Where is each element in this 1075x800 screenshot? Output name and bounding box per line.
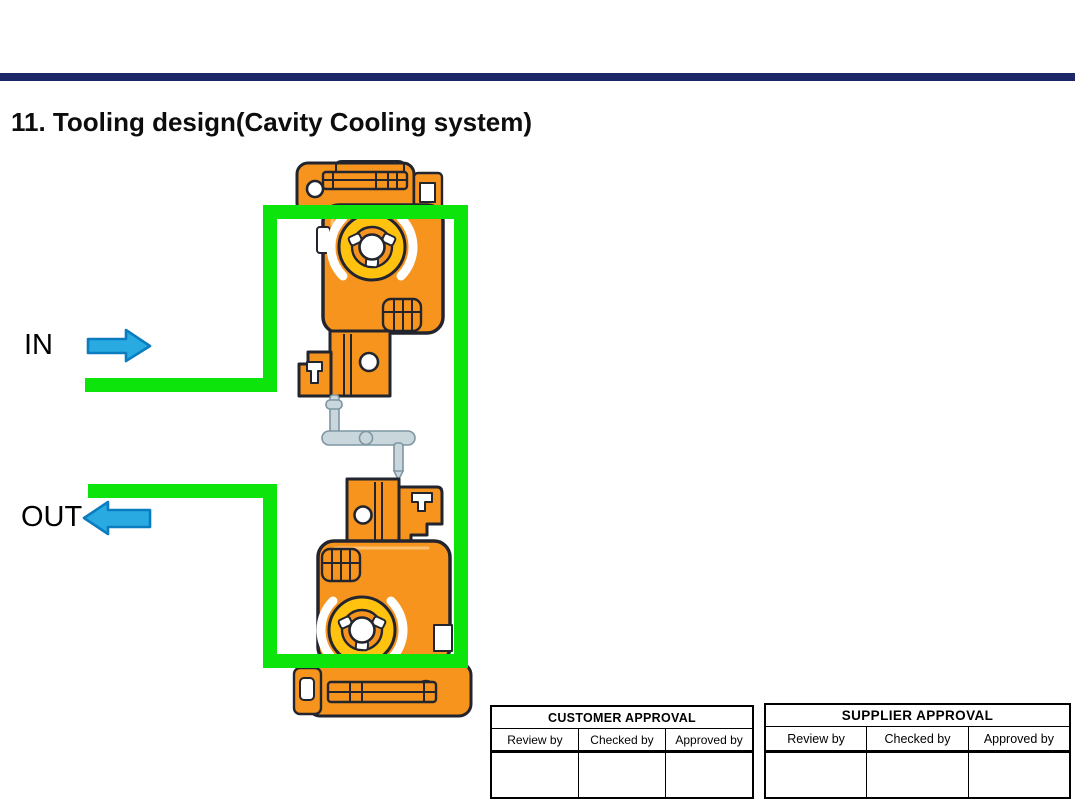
supplier-col-checked-by: Checked by [867, 727, 969, 752]
customer-checked-signature-cell [578, 752, 665, 799]
upper-part-ribbed-knob [383, 299, 421, 331]
supplier-col-approved-by: Approved by [968, 727, 1070, 752]
lower-mold-part [294, 479, 471, 716]
supplier-table-title: SUPPLIER APPROVAL [765, 704, 1070, 727]
customer-col-approved-by: Approved by [666, 729, 753, 752]
supplier-review-signature-cell [765, 752, 867, 799]
pipe-connector [322, 395, 415, 480]
lower-body-right-notch [434, 625, 452, 651]
supplier-approval-table [764, 703, 1071, 799]
lower-extension-hole [355, 507, 372, 524]
customer-approval-table [490, 705, 754, 799]
upper-boss-center-hole [360, 235, 385, 260]
upper-mold-part [297, 161, 443, 396]
customer-col-review-by: Review by [491, 729, 578, 752]
out-label: OUT [21, 501, 83, 533]
customer-col-checked-by: Checked by [578, 729, 665, 752]
customer-review-signature-cell [491, 752, 578, 799]
connector-lower-rod [394, 443, 403, 473]
customer-approved-signature-cell [666, 752, 753, 799]
upper-part-clip-notch [420, 183, 435, 202]
upper-extension-hole [360, 353, 378, 371]
lower-part-rotary-boss [321, 597, 403, 663]
lower-boss-center-hole [350, 618, 375, 643]
supplier-col-review-by: Review by [765, 727, 867, 752]
supplier-checked-signature-cell [867, 752, 969, 799]
connector-center-joint [360, 432, 373, 445]
in-arrow-icon [88, 330, 150, 361]
upper-part-tab-hole [307, 181, 323, 197]
out-arrow-icon [84, 502, 150, 534]
upper-part-rotary-boss [331, 214, 413, 280]
customer-table-title: CUSTOMER APPROVAL [491, 706, 753, 729]
in-label: IN [24, 329, 53, 361]
bottom-ear-notch [300, 678, 314, 700]
slide-title: 11. Tooling design(Cavity Cooling system) [11, 107, 533, 138]
lower-part-ribbed-knob [322, 549, 360, 581]
supplier-approved-signature-cell [968, 752, 1070, 799]
